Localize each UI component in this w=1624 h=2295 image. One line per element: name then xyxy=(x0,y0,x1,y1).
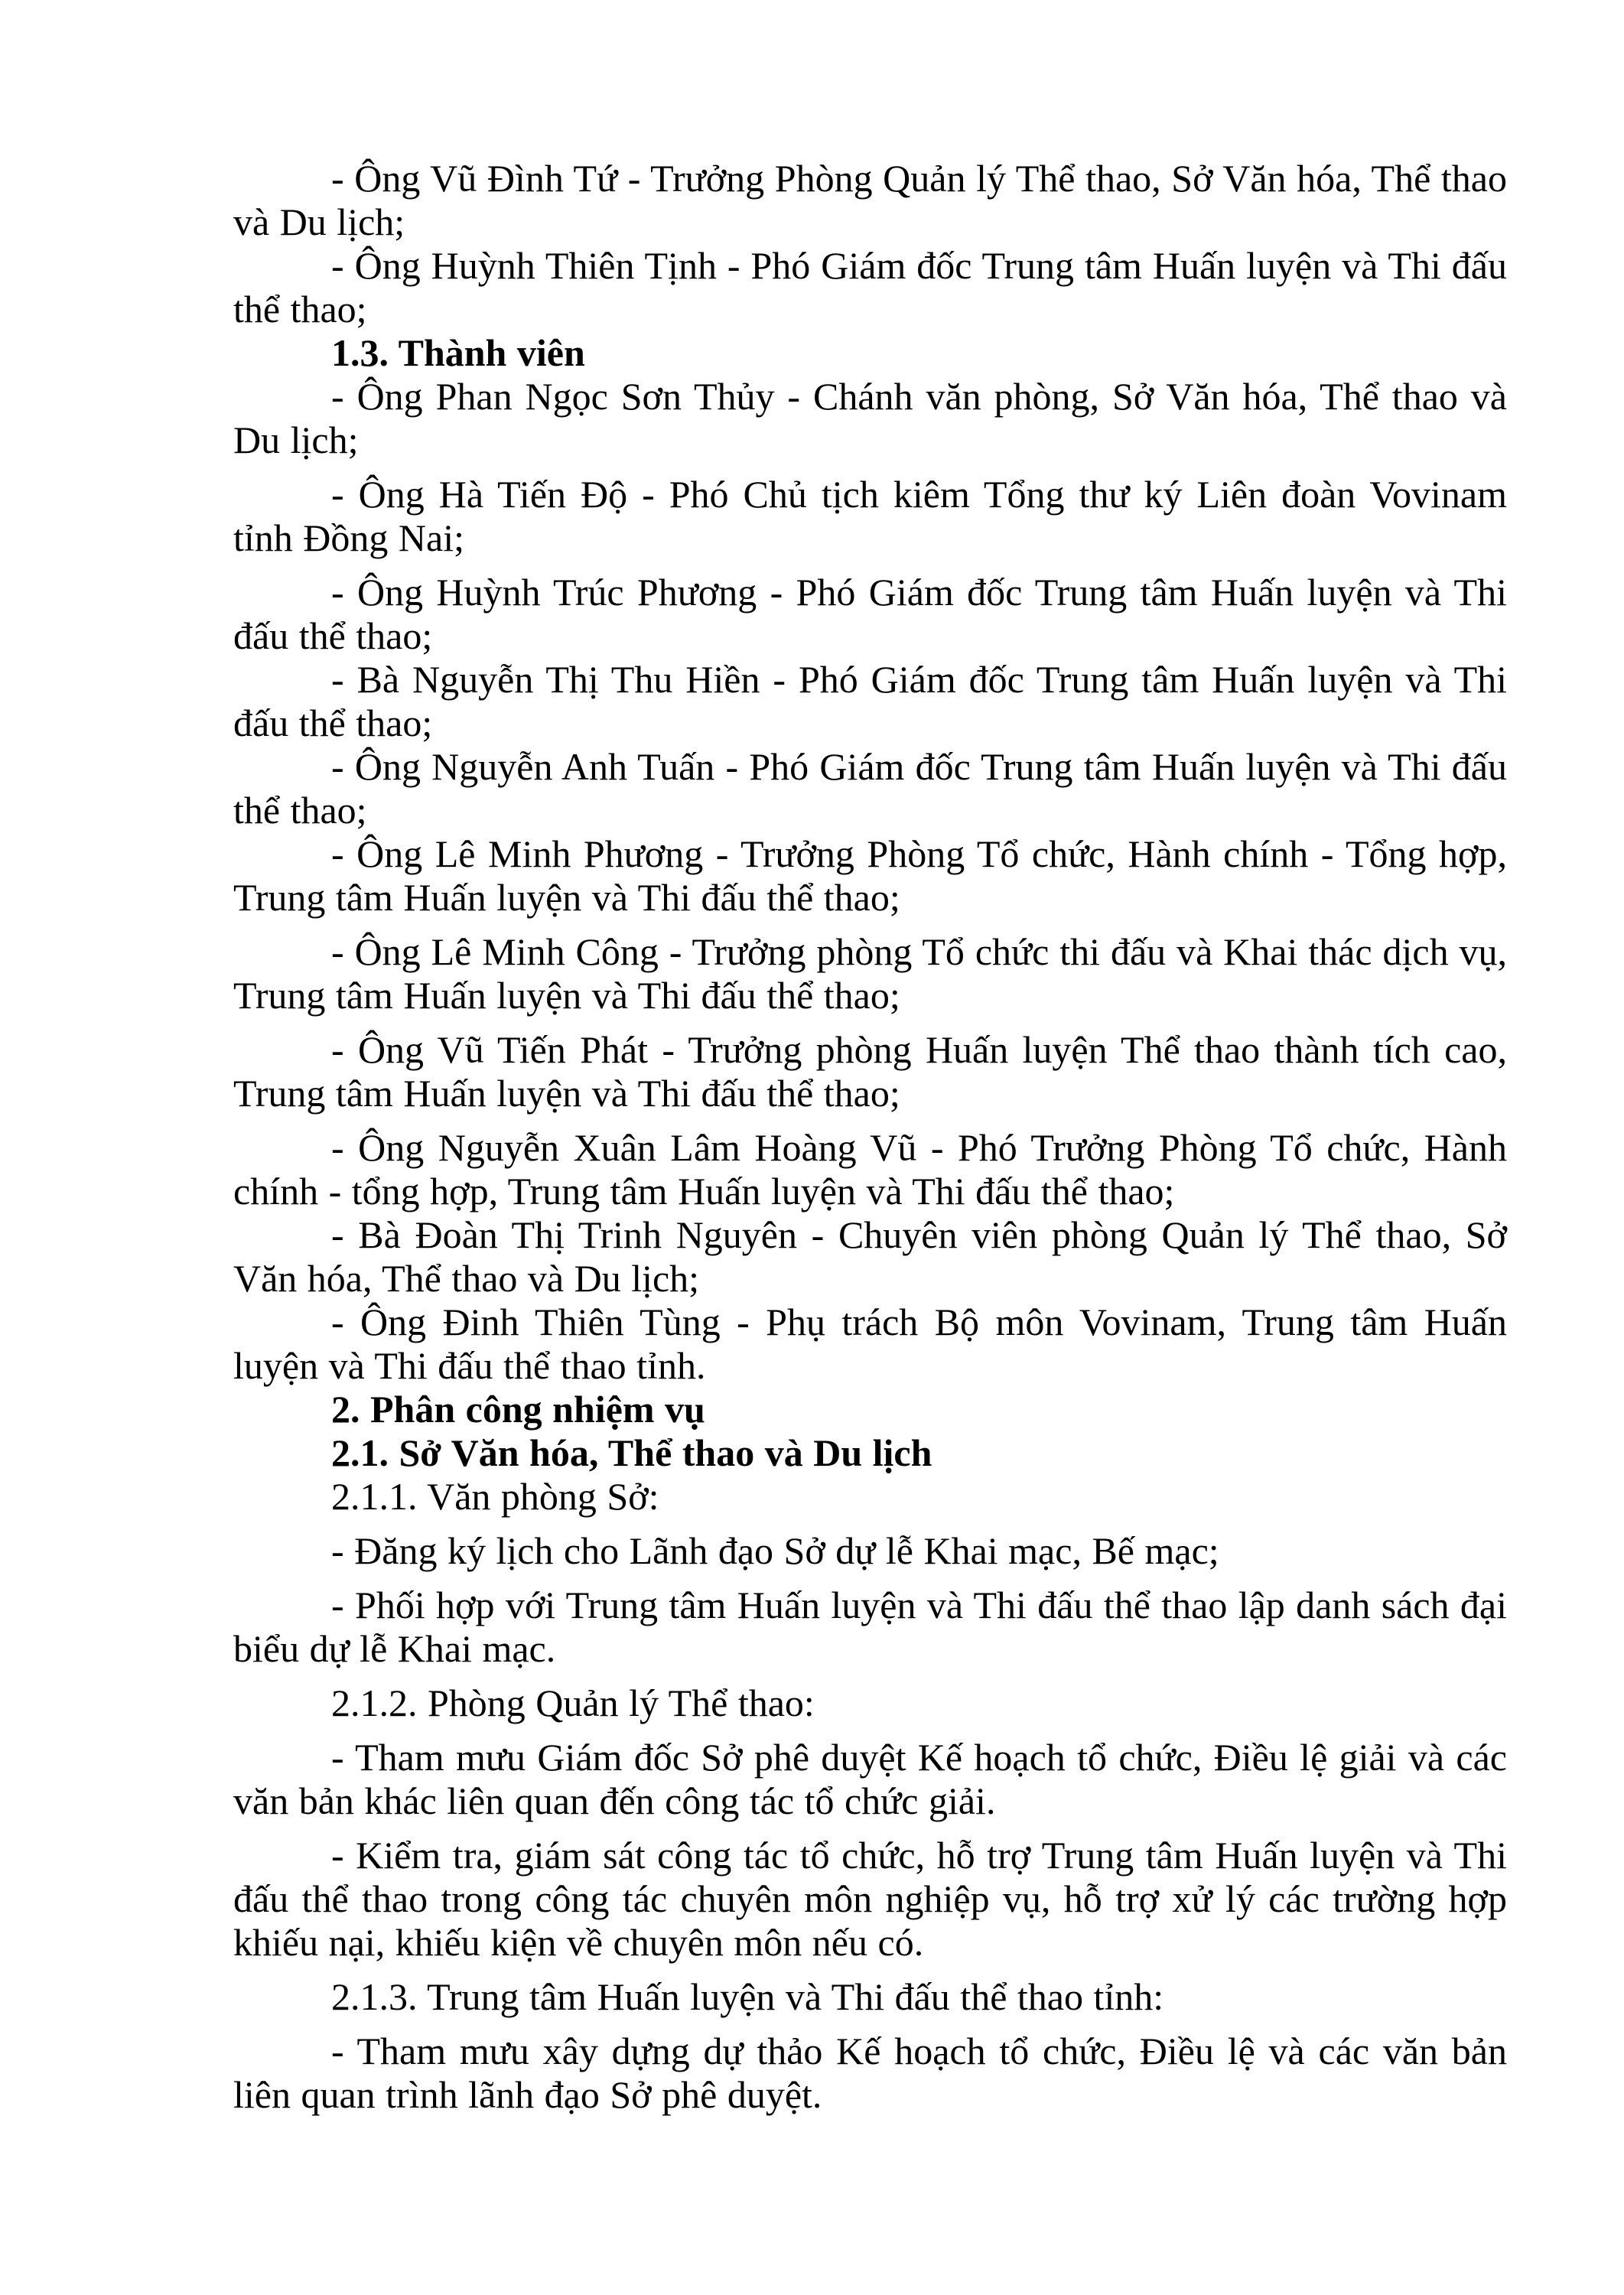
paragraph: - Ông Huỳnh Trúc Phương - Phó Giám đốc Trung tâm Huấn luyện và Thi đấu thể thao; xyxy=(233,571,1507,657)
paragraph: - Ông Huỳnh Thiên Tịnh - Phó Giám đốc Trung tâm Huấn luyện và Thi đấu thể thao; xyxy=(233,244,1507,330)
paragraph: 2.1.3. Trung tâm Huấn luyện và Thi đấu thể thao tỉnh: xyxy=(331,1975,1164,2018)
section-heading: 2. Phân công nhiệm vụ xyxy=(331,1388,705,1431)
paragraph: 2.1.1. Văn phòng Sở: xyxy=(331,1475,659,1518)
paragraph: - Phối hợp với Trung tâm Huấn luyện và Thi đấu thể thao lập danh sách đại biểu dự lễ Khai mạc. xyxy=(233,1584,1507,1670)
paragraph: - Ông Nguyễn Anh Tuấn - Phó Giám đốc Trung tâm Huấn luyện và Thi đấu thể thao; xyxy=(233,745,1507,832)
paragraph: - Ông Lê Minh Công - Trưởng phòng Tổ chức thi đấu và Khai thác dịch vụ, Trung tâm Huấn luyện và Thi đấu thể thao; xyxy=(233,930,1507,1017)
paragraph: - Tham mưu xây dựng dự thảo Kế hoạch tổ chức, Điều lệ và các văn bản liên quan trình lãnh đạo Sở phê duyệt. xyxy=(233,2030,1507,2116)
paragraph: - Bà Đoàn Thị Trinh Nguyên - Chuyên viên phòng Quản lý Thể thao, Sở Văn hóa, Thể thao và Du lịch; xyxy=(233,1213,1507,1300)
paragraph: - Ông Vũ Tiến Phát - Trưởng phòng Huấn luyện Thể thao thành tích cao, Trung tâm Huấn luyện và Thi đấu thể thao; xyxy=(233,1028,1507,1115)
paragraph: - Ông Vũ Đình Tứ - Trưởng Phòng Quản lý Thể thao, Sở Văn hóa, Thể thao và Du lịch; xyxy=(233,157,1507,243)
section-heading: 2.1. Sở Văn hóa, Thể thao và Du lịch xyxy=(331,1431,932,1474)
paragraph: - Ông Hà Tiến Độ - Phó Chủ tịch kiêm Tổng thư ký Liên đoàn Vovinam tỉnh Đồng Nai; xyxy=(233,473,1507,559)
paragraph: 2.1.2. Phòng Quản lý Thể thao: xyxy=(331,1681,815,1724)
paragraph: - Tham mưu Giám đốc Sở phê duyệt Kế hoạch tổ chức, Điều lệ giải và các văn bản khác liên quan đến công tác tổ chức giải. xyxy=(233,1736,1507,1822)
paragraph: - Ông Phan Ngọc Sơn Thủy - Chánh văn phòng, Sở Văn hóa, Thể thao và Du lịch; xyxy=(233,375,1507,461)
paragraph: - Ông Đinh Thiên Tùng - Phụ trách Bộ môn Vovinam, Trung tâm Huấn luyện và Thi đấu thể thao tỉnh. xyxy=(233,1300,1507,1387)
document-body xyxy=(233,157,1507,2117)
section-heading: 1.3. Thành viên xyxy=(331,331,585,374)
paragraph: - Ông Nguyễn Xuân Lâm Hoàng Vũ - Phó Trưởng Phòng Tổ chức, Hành chính - tổng hợp, Trung tâm Huấn luyện và Thi đấu thể thao; xyxy=(233,1126,1507,1213)
paragraph: - Bà Nguyễn Thị Thu Hiền - Phó Giám đốc Trung tâm Huấn luyện và Thi đấu thể thao; xyxy=(233,658,1507,744)
paragraph: - Kiểm tra, giám sát công tác tổ chức, hỗ trợ Trung tâm Huấn luyện và Thi đấu thể thao trong công tác chuyên môn nghiệp vụ, hỗ trợ xử lý các trường hợp khiếu nại, khiếu kiện về chuyên môn nếu có. xyxy=(233,1834,1507,1964)
paragraph: - Đăng ký lịch cho Lãnh đạo Sở dự lễ Khai mạc, Bế mạc; xyxy=(331,1529,1219,1572)
paragraph: - Ông Lê Minh Phương - Trưởng Phòng Tổ chức, Hành chính - Tổng hợp, Trung tâm Huấn luyện và Thi đấu thể thao; xyxy=(233,832,1507,919)
